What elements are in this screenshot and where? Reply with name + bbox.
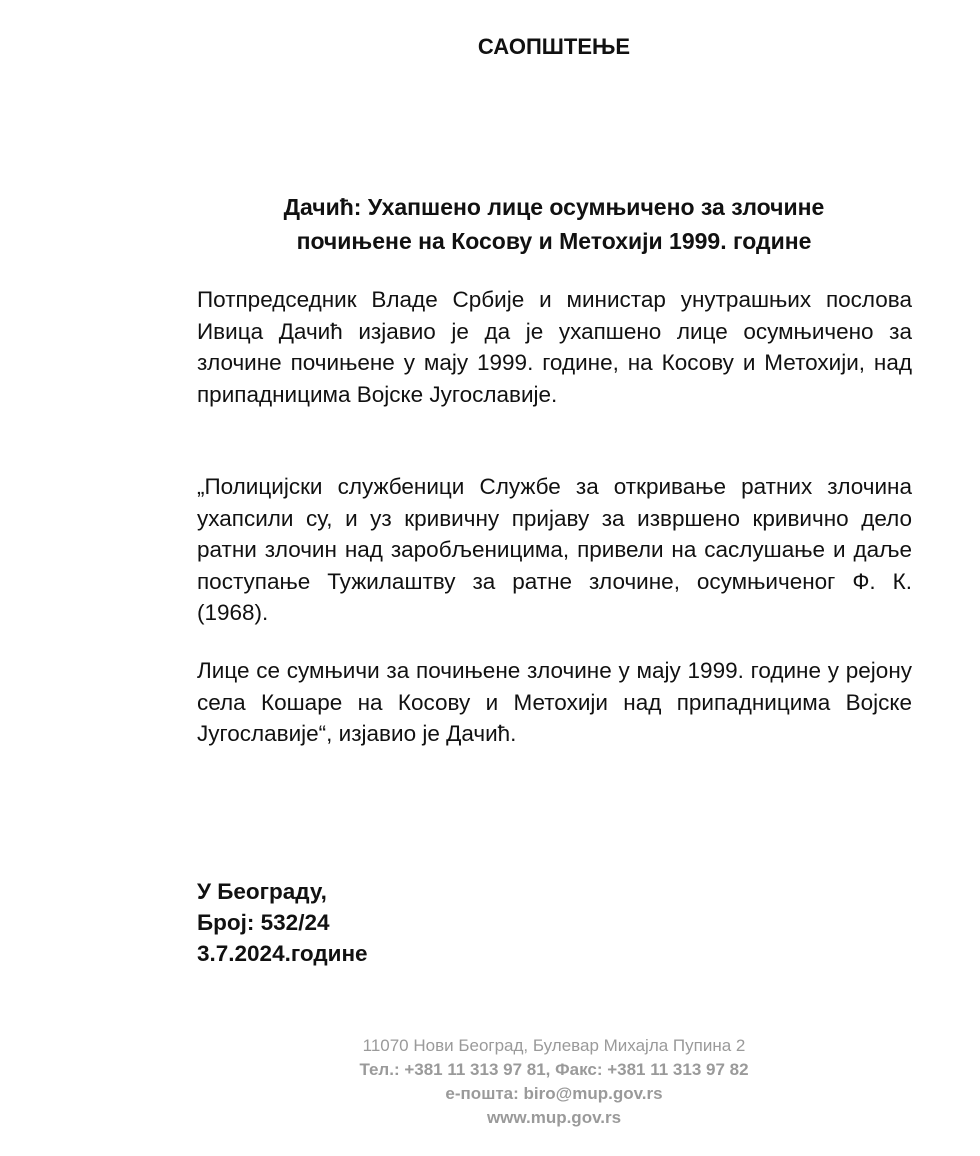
signature-date: 3.7.2024.године [197,941,368,966]
document-type-title: САОПШТЕЊЕ [477,34,631,59]
body-paragraph-1: Потпредседник Владе Србије и министар унутрашњих послова Ивица Дачић изјавио је да је ухапшено лице осумњичено за злочине почињене у мају 1999. године, на Косову и Метохији, над припадницима Војске Југославије. [197,287,912,407]
headline [0,190,980,258]
signature-number: Број: 532/24 [197,910,330,935]
headline-line-2: почињене на Косову и Метохији 1999. године [296,228,812,254]
body-paragraph-3: Лице се сумњичи за почињене злочине у мају 1999. године у рејону села Кошаре на Косову и Метохији над припадницима Војске Југославије“, изјавио је Дачић. [197,658,912,746]
footer-email: е-пошта: biro@mup.gov.rs [445,1084,663,1103]
headline-line-1: Дачић: Ухапшено лице осумњичено за злочине [283,194,825,220]
footer-website: www.mup.gov.rs [486,1108,622,1127]
footer-address: 11070 Нови Београд, Булевар Михајла Пупина 2 [362,1036,746,1055]
footer-phone: Тел.: +381 11 313 97 81, Факс: +381 11 313 97 82 [359,1060,749,1079]
signature-city: У Београду, [197,879,327,904]
body-paragraph-2: „Полицијски службеници Службе за откривање ратних злочина ухапсили су, и уз кривичну пријаву за извршено кривично дело ратни злочин над заробљеницима, привели на саслушање и даље поступање Тужилаштву за ратне злочине, осумњиченог Ф. К. (1968). [197,474,912,625]
